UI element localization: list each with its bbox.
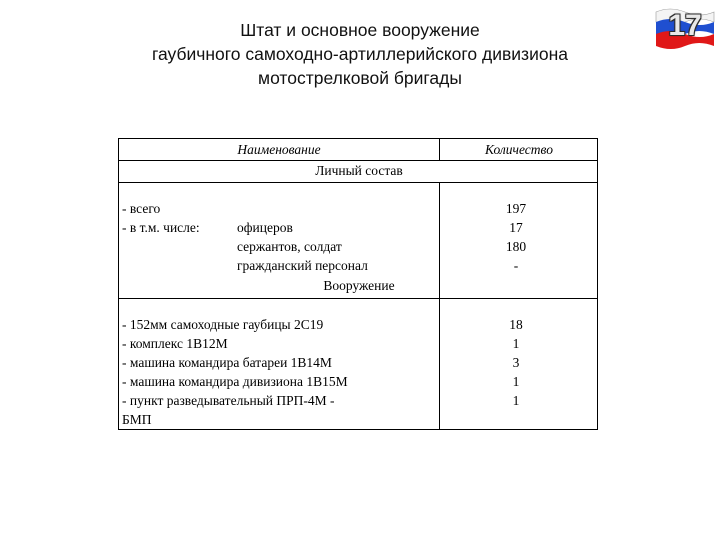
column-divider-personnel	[439, 182, 440, 298]
personnel-officers-qty: 17	[509, 220, 523, 235]
personnel-total-qty: 197	[505, 201, 527, 216]
section-weapons: Вооружение	[323, 278, 395, 293]
weapon-row-qty: 3	[512, 355, 520, 370]
personnel-total-label: - всего	[122, 201, 161, 216]
personnel-officers-label: офицеров	[237, 220, 293, 235]
weapon-row-label: - машина командира батареи 1В14М	[122, 355, 332, 370]
weapon-row-label: - пункт разведывательный ПРП-4М -	[122, 393, 335, 408]
weapon-row-qty: 1	[512, 336, 520, 351]
personnel-including-label: - в т.м. числе:	[122, 220, 200, 235]
weapon-row-label: - 152мм самоходные гаубицы 2С19	[122, 317, 324, 332]
slide-title	[60, 18, 660, 90]
title-line-2: гаубичного самоходно-артиллерийского дивизиона	[151, 44, 568, 64]
personnel-civilian-qty: -	[513, 258, 519, 273]
title-line-3: мотострелковой бригады	[258, 68, 462, 88]
section-personnel: Личный состав	[315, 163, 403, 178]
weapon-row-label: - комплекс 1В12М	[122, 336, 228, 351]
weapon-row-qty: 1	[512, 393, 520, 408]
column-header-quantity: Количество	[485, 142, 553, 157]
weapon-row-qty: 18	[509, 317, 523, 332]
weapon-row-qty: 1	[512, 374, 520, 389]
personnel-soldiers-label: сержантов, солдат	[237, 239, 342, 254]
weapons-table	[118, 138, 598, 430]
column-divider-header	[439, 139, 440, 160]
weapon-row-label-continued: БМП	[122, 412, 152, 427]
column-header-name: Наименование	[237, 142, 321, 157]
slide-number: 17	[668, 9, 702, 42]
personnel-civilian-label: гражданский персонал	[237, 258, 368, 273]
column-divider-weapons	[439, 298, 440, 429]
weapon-row-label: - машина командира дивизиона 1В15М	[122, 374, 348, 389]
personnel-soldiers-qty: 180	[505, 239, 527, 254]
section-divider-1	[119, 182, 597, 183]
title-line-1: Штат и основное вооружение	[240, 20, 480, 40]
section-divider-2	[119, 298, 597, 299]
